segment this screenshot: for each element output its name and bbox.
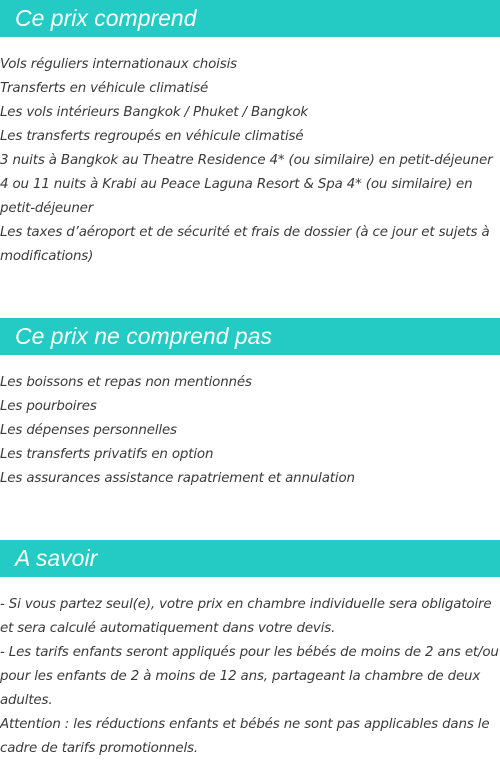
excluded-list [0, 371, 500, 491]
info-paragraph: - Les tarifs enfants seront appliqués pour les bébés de moins de 2 ans et/ou pour les enfants de 2 à moins de 12 ans, partageant la chambre de deux adultes. [0, 645, 499, 708]
list-item: Les transferts privatifs en option [0, 447, 214, 462]
section-good-to-know [0, 540, 500, 761]
list-item: Les assurances assistance rapatriement et annulation [0, 471, 355, 486]
info-paragraph: - Si vous partez seul(e), votre prix en chambre individuelle sera obligatoire et sera calculé automatiquement dans votre devis. [0, 597, 492, 636]
included-list [0, 53, 500, 269]
list-item: Transferts en véhicule climatisé [0, 81, 209, 96]
list-item: 3 nuits à Bangkok au Theatre Residence 4* (ou similaire) en petit-déjeuner [0, 153, 493, 168]
list-item: Les transferts regroupés en véhicule climatisé [0, 129, 304, 144]
section-title-price-includes: Ce prix comprend [0, 0, 500, 37]
list-item: Les vols intérieurs Bangkok / Phuket / Bangkok [0, 105, 308, 120]
good-to-know-body [0, 593, 500, 761]
list-item: Les pourboires [0, 399, 97, 414]
list-item: 4 ou 11 nuits à Krabi au Peace Laguna Resort & Spa 4* (ou similaire) en petit-déjeuner [0, 177, 473, 216]
section-price-includes [0, 0, 500, 269]
list-item: Les dépenses personnelles [0, 423, 177, 438]
section-price-excludes [0, 318, 500, 491]
list-item: Vols réguliers internationaux choisis [0, 57, 237, 72]
list-item: Les boissons et repas non mentionnés [0, 375, 252, 390]
section-title-price-excludes: Ce prix ne comprend pas [0, 318, 500, 355]
section-title-good-to-know: A savoir [0, 540, 500, 577]
list-item: Les taxes d’aéroport et de sécurité et frais de dossier (à ce jour et sujets à modifications) [0, 225, 490, 264]
info-paragraph: Attention : les réductions enfants et bébés ne sont pas applicables dans le cadre de tarifs promotionnels. [0, 717, 490, 756]
